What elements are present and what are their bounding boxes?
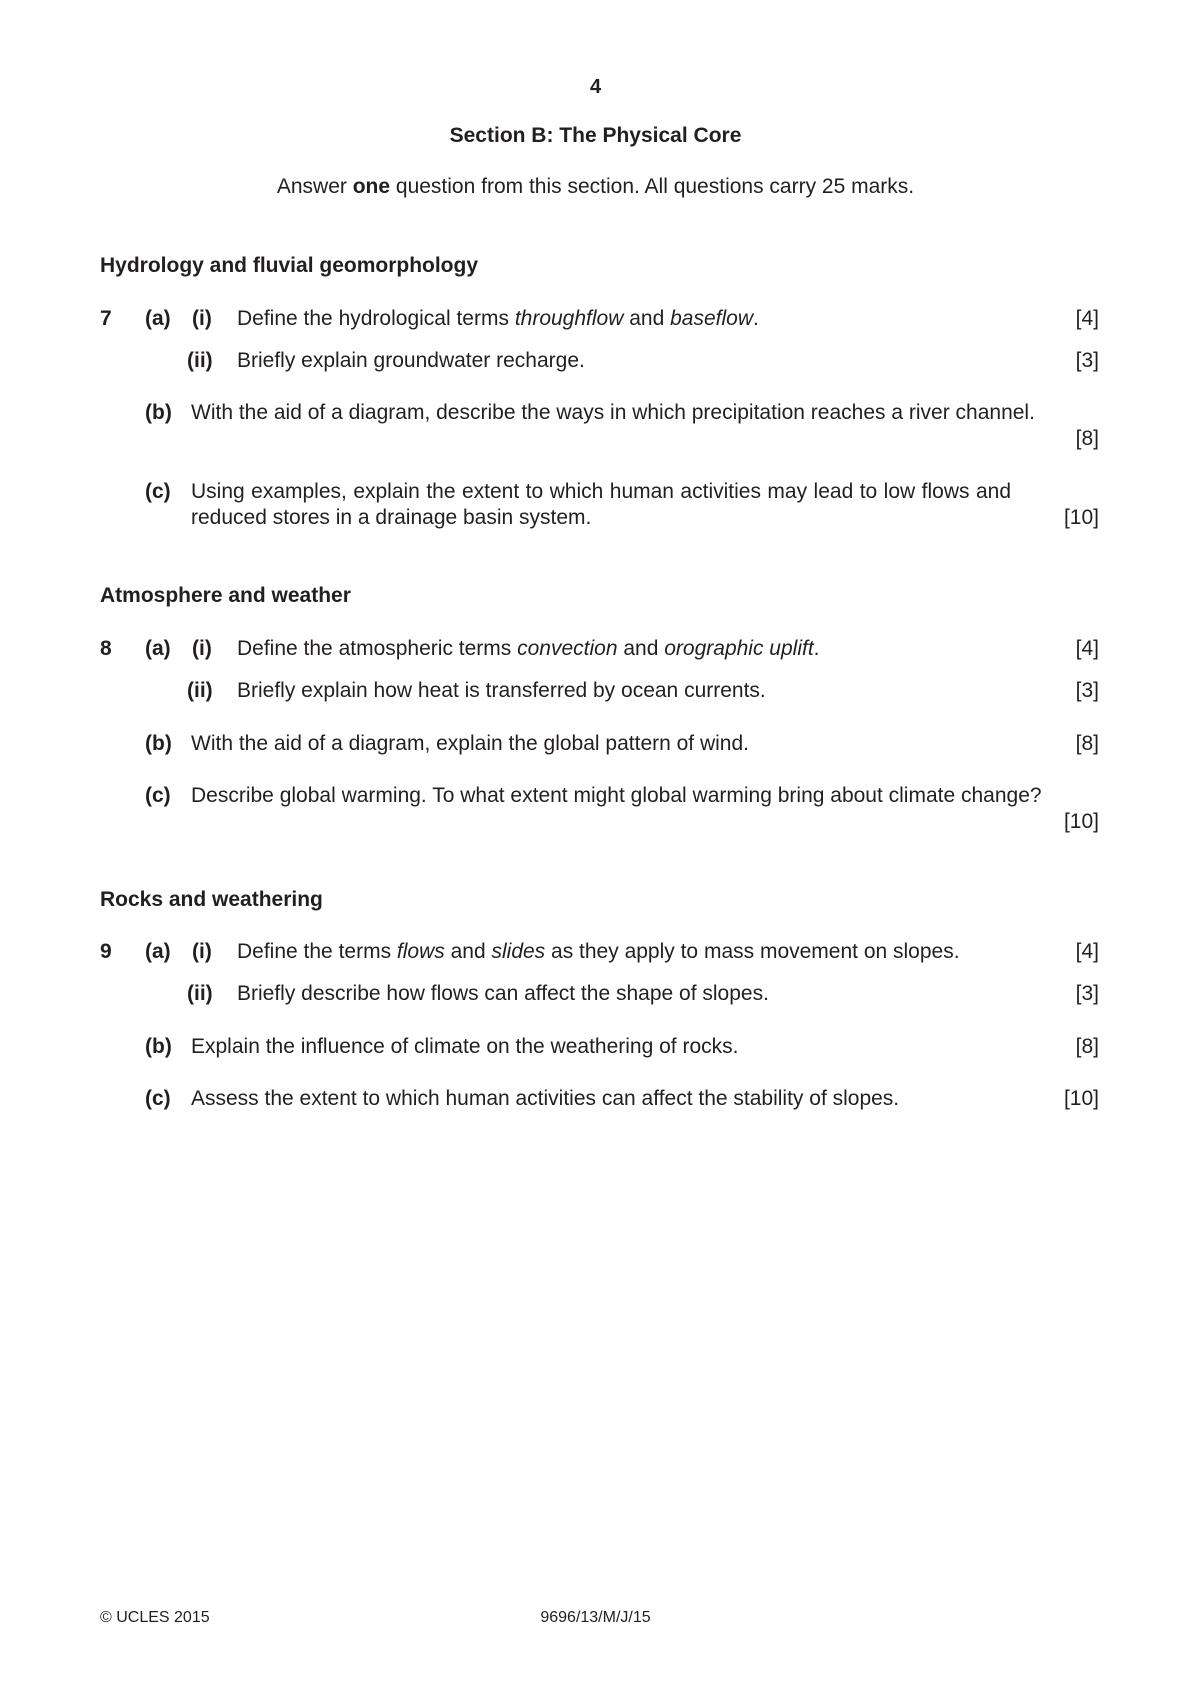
part-label: (c) (145, 480, 171, 503)
term-italic: flows (396, 940, 445, 963)
part-label: (b) (145, 732, 172, 755)
question-text: Describe global warming. To what extent might global warming bring about climate change? (191, 784, 1042, 807)
instruction-pre: Answer (276, 175, 353, 198)
marks: [4] (1075, 940, 1099, 963)
question-8-c (100, 783, 1099, 835)
section-title: Section B: The Physical Core (449, 124, 742, 147)
subpart-label: (ii) (187, 982, 213, 1005)
text-segment: and (617, 637, 665, 660)
marks: [4] (1075, 307, 1099, 330)
text-segment: Define the atmospheric terms (237, 637, 518, 660)
part-label: (a) (145, 637, 171, 660)
marks: [3] (1075, 679, 1099, 702)
marks: [10] (1063, 810, 1099, 833)
question-text (237, 636, 977, 662)
text-segment: Define the hydrological terms (237, 307, 515, 330)
part-label: (a) (145, 307, 171, 330)
term-italic: orographic uplift (664, 637, 814, 660)
text-segment: . (813, 637, 820, 660)
subpart-label: (i) (192, 307, 212, 330)
question-text: Briefly describe how flows can affect the shape of slopes. (237, 982, 769, 1005)
marks: [8] (1075, 427, 1099, 450)
marks: [10] (1063, 506, 1099, 529)
text-segment: and (444, 940, 492, 963)
question-text: With the aid of a diagram, describe the ways in which precipitation reaches a river channel. (191, 401, 1035, 424)
text-segment: . (753, 307, 759, 330)
question-text: Briefly explain groundwater recharge. (237, 349, 585, 372)
question-number: 8 (100, 637, 112, 660)
question-text: Briefly explain how heat is transferred by ocean currents. (237, 679, 766, 702)
subpart-label: (ii) (187, 349, 213, 372)
marks: [8] (1075, 1035, 1099, 1058)
question-text: Using examples, explain the extent to which human activities may lead to low flows and reduced stores in a drainage basin system. (191, 480, 1011, 529)
text-segment: as they apply to mass movement on slopes. (545, 940, 960, 963)
text-segment: Define the terms (237, 940, 397, 963)
footer-paper-code: 9696/13/M/J/15 (540, 1609, 651, 1626)
subpart-label: (i) (192, 637, 212, 660)
marks: [3] (1075, 982, 1099, 1005)
topic-heading-rocks: Rocks and weathering (100, 888, 323, 911)
term-italic: slides (491, 940, 546, 963)
instruction-post: question from this section. All questions carry 25 marks. (390, 175, 915, 198)
marks: [4] (1075, 637, 1099, 660)
term-italic: convection (517, 637, 618, 660)
question-text (237, 939, 1037, 965)
term-italic: baseflow (670, 307, 753, 330)
question-text: Assess the extent to which human activities can affect the stability of slopes. (191, 1087, 900, 1110)
topic-heading-atmosphere: Atmosphere and weather (100, 584, 351, 607)
text-segment: and (623, 307, 671, 330)
question-7-c (100, 479, 1099, 531)
subpart-label: (ii) (187, 679, 213, 702)
footer-copyright: © UCLES 2015 (100, 1609, 210, 1626)
part-label: (c) (145, 1087, 171, 1110)
part-label: (b) (145, 1035, 172, 1058)
subpart-label: (i) (192, 940, 212, 963)
question-number: 7 (100, 307, 112, 330)
marks: [3] (1075, 349, 1099, 372)
page-number: 4 (589, 76, 602, 98)
topic-heading-hydrology: Hydrology and fluvial geomorphology (100, 254, 479, 277)
marks: [8] (1075, 732, 1099, 755)
question-7-b (100, 400, 1099, 452)
marks: [10] (1063, 1087, 1099, 1110)
question-text: With the aid of a diagram, explain the global pattern of wind. (191, 732, 749, 755)
part-label: (a) (145, 940, 171, 963)
instruction (0, 175, 1191, 199)
part-label: (c) (145, 784, 171, 807)
question-text: Explain the influence of climate on the weathering of rocks. (191, 1035, 739, 1058)
part-label: (b) (145, 401, 172, 424)
instruction-bold: one (352, 175, 391, 198)
question-number: 9 (100, 940, 112, 963)
question-text (237, 306, 977, 332)
term-italic: throughflow (514, 307, 624, 330)
